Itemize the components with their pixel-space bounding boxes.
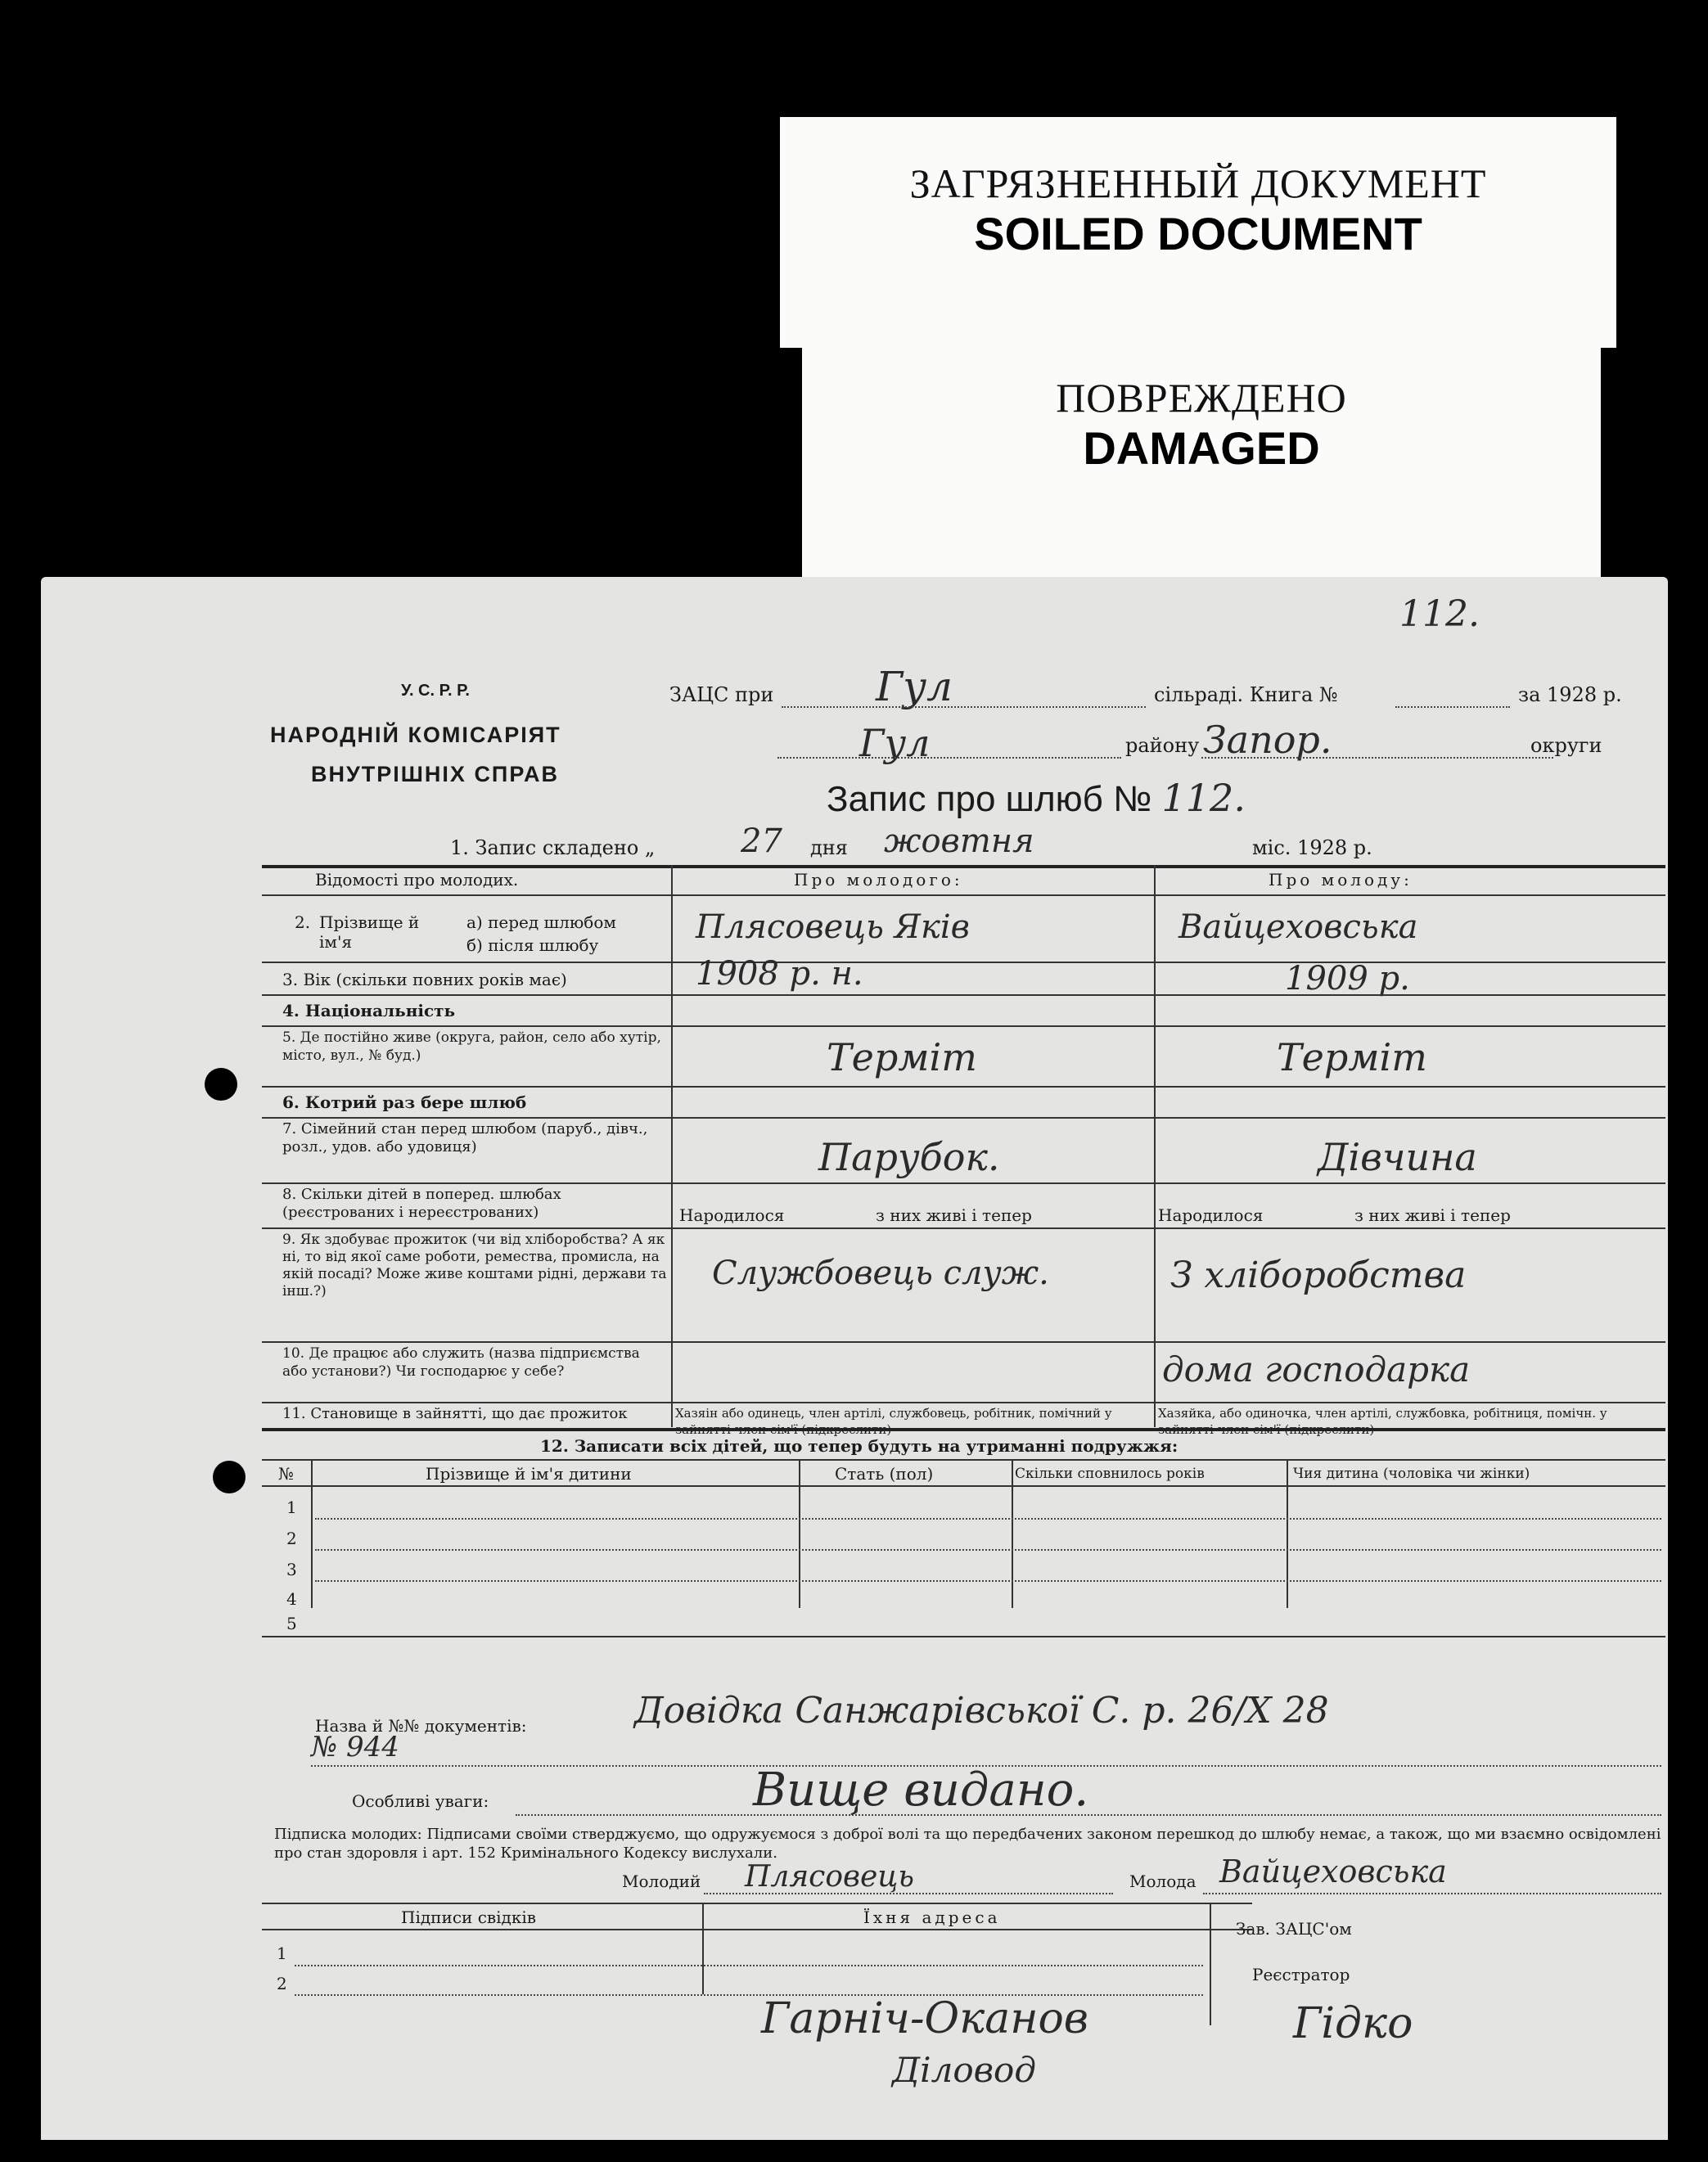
row-rule	[262, 1025, 1665, 1027]
documents-value: Довідка Санжарівської С. р. 26/X 28	[634, 1690, 1329, 1732]
row11-text: Становище в зайнятті, що дає прожиток	[310, 1405, 628, 1422]
book-line	[1395, 706, 1510, 708]
children-top-rule	[262, 1459, 1665, 1461]
record-title-text: Запис про шлюб №	[827, 779, 1152, 819]
address-label: Їхня адреса	[863, 1908, 1001, 1927]
children-col-divider	[1287, 1459, 1288, 1608]
row3-number: 3.	[282, 970, 299, 989]
row11-number: 11.	[282, 1405, 306, 1422]
punch-hole	[205, 1068, 237, 1101]
children-col-divider	[799, 1459, 800, 1608]
row7-label	[282, 1120, 667, 1156]
district-label: району	[1125, 734, 1200, 757]
col-bride-header: Про молоду:	[1269, 870, 1413, 890]
children-col-sex: Стать (пол)	[835, 1464, 934, 1484]
punch-hole	[213, 1461, 246, 1493]
clerk-signature: Діловод	[892, 2050, 1036, 2090]
compiled-label: 1. Запис складено „	[450, 836, 656, 859]
commissariat-line1: НАРОДНІЙ КОМІСАРІЯТ	[270, 723, 561, 747]
row-rule	[262, 1341, 1665, 1343]
okrug-label: округи	[1530, 734, 1602, 757]
row2-sub-a: а) перед шлюбом	[466, 912, 616, 932]
compiled-month: жовтня	[884, 822, 1034, 860]
row2-label: Прізвище й ім'я	[319, 912, 420, 952]
children-col-whose: Чия дитина (чоловіка чи жінки)	[1293, 1466, 1530, 1482]
bride-signature-line	[1203, 1893, 1661, 1894]
row-rule	[262, 1402, 1665, 1403]
children-title: 12. Записати всіх дітей, що тепер будуть на утриманні подружжя:	[540, 1436, 1178, 1456]
row9-text: Як здобуває прожиток (чи від хліборобства? А як ні, то від якої саме роботи, ремества, промисла, на якій посаді? Може живе коштами рідні, держави та інш.?)	[282, 1232, 667, 1299]
child-row-line	[315, 1518, 1661, 1520]
row8-number: 8.	[282, 1186, 297, 1203]
registrar-signature: Гідко	[1293, 1999, 1413, 2048]
bride-age: 1909 р.	[1285, 960, 1410, 998]
row8-text: Скільки дітей в поперед. шлюбах (реєстрованих і нереєстрованих)	[282, 1186, 561, 1221]
registrar-label: Реєстратор	[1252, 1965, 1350, 1984]
row7-text: Сімейний стан перед шлюбом (паруб., дівч., розл., удов. або удовиця)	[282, 1120, 648, 1155]
damaged-card	[802, 348, 1601, 577]
row5-label	[282, 1029, 667, 1065]
bride-workplace: дома господарка	[1162, 1349, 1471, 1390]
witness-col-divider	[1210, 1903, 1211, 2025]
sheet-number: 112.	[1399, 593, 1480, 635]
row11-label	[282, 1405, 667, 1423]
bride-marital-status: Дівчина	[1318, 1135, 1477, 1179]
row-rule	[262, 994, 1665, 996]
year-label: за 1928 р.	[1518, 683, 1622, 706]
groom-status-note: Хазяін або одинець, член артілі, службовець, робітник, помічний у зайнятті член сім'ї (підкреслити)	[675, 1406, 1112, 1437]
record-number: 112.	[1161, 776, 1246, 820]
bride-status-note: Хазяйка, або одиночка, член артілі, службовка, робітниця, помічн. у зайнятті член сім'ї (підкреслити)	[1158, 1406, 1607, 1437]
okrug-value: Запор.	[1203, 718, 1332, 762]
compiled-day: 27	[741, 822, 782, 860]
district-line	[777, 757, 1121, 759]
groom-name: Плясовець Яків	[696, 908, 970, 946]
row-rule	[262, 1227, 1665, 1229]
row4-text: Національність	[304, 1001, 456, 1020]
bride-residence: Терміт	[1277, 1035, 1427, 1079]
bride-livelihood: З хліборобства	[1170, 1254, 1467, 1296]
row-rule	[262, 1117, 1665, 1119]
district-value: Гул	[859, 721, 931, 765]
groom-livelihood: Службовець служ.	[712, 1254, 1049, 1292]
notes-line	[516, 1814, 1661, 1816]
row3-text: Вік (скільки повних років має)	[303, 970, 567, 989]
child-row-1: 1	[286, 1498, 297, 1517]
witness-row-line	[295, 1965, 1203, 1966]
bride-alive-label: з них живі і тепер	[1354, 1205, 1511, 1225]
row10-label	[282, 1344, 667, 1381]
bride-signature-label: Молода	[1129, 1871, 1197, 1891]
ussr-label: У. С. Р. Р.	[401, 682, 470, 700]
signature-intro: Підписка молодих: Підписами своїми стверджуємо, що одружуємося з доброї волі та що передбачених законом перешкод до шлюбу немає, а також, що ми взаємно освідомлені про стан здоровля і арт. 152 Кримінального Кодексу вислухали.	[274, 1826, 1661, 1862]
col-groom-header: Про молодого:	[794, 870, 963, 890]
row6-label	[282, 1092, 526, 1112]
bride-signature: Вайцеховська	[1219, 1853, 1447, 1889]
row4-number: 4.	[282, 1001, 300, 1020]
bride-name: Вайцеховська	[1178, 908, 1418, 946]
record-title	[827, 776, 1246, 820]
groom-signature-label: Молодий	[622, 1871, 701, 1891]
marriage-record-sheet	[41, 577, 1668, 2140]
zags-at-value: Гул	[876, 663, 953, 710]
child-row-5: 5	[286, 1614, 297, 1633]
row3-label	[282, 970, 659, 989]
soiled-ru-text: ЗАГРЯЗНЕННЫЙ ДОКУМЕНТ	[909, 160, 1487, 206]
day-label: дня	[810, 836, 848, 859]
children-bottom-rule	[262, 1636, 1665, 1637]
row-rule	[262, 1182, 1665, 1184]
table-top-rule	[262, 865, 1665, 868]
row9-number: 9.	[282, 1232, 296, 1248]
damaged-en-text: DAMAGED	[1083, 422, 1320, 474]
row-rule	[262, 1086, 1665, 1088]
witness-top-rule	[262, 1903, 1252, 1904]
col-info-header: Відомості про молодих.	[315, 870, 519, 890]
children-col-number: №	[278, 1464, 294, 1484]
child-row-4: 4	[286, 1589, 297, 1609]
head-label: Зав. ЗАЦС'ом	[1236, 1919, 1352, 1939]
row7-number: 7.	[282, 1120, 297, 1137]
child-row-2: 2	[286, 1529, 297, 1548]
children-col-name: Прізвище й ім'я дитини	[426, 1464, 632, 1484]
notes-value: Вище видано.	[753, 1763, 1089, 1817]
witnesses-label: Підписи свідків	[401, 1908, 537, 1927]
zags-at-label: ЗАЦС при	[669, 683, 774, 706]
row5-text: Де постійно живе (округа, район, село або хутір, місто, вул., № буд.)	[282, 1029, 661, 1064]
witness-row-1: 1	[277, 1944, 287, 1963]
groom-signature: Плясовець	[745, 1860, 914, 1894]
child-row-3: 3	[286, 1560, 297, 1579]
groom-marital-status: Парубок.	[818, 1135, 1000, 1179]
row6-text: Котрий раз бере шлюб	[304, 1092, 527, 1112]
children-col-divider	[1012, 1459, 1013, 1608]
row-rule	[262, 962, 1665, 963]
zags-at-line	[782, 706, 1146, 708]
commissariat-line2: ВНУТРІШНІХ СПРАВ	[311, 762, 559, 786]
row2-sub-b: б) після шлюбу	[466, 935, 599, 955]
row10-number: 10.	[282, 1345, 305, 1362]
damaged-ru-text: ПОВРЕЖДЕНО	[1056, 375, 1347, 421]
child-row-line	[315, 1549, 1661, 1551]
witness-row-2: 2	[277, 1974, 287, 1993]
groom-alive-label: з них живі і тепер	[876, 1205, 1032, 1225]
children-col-divider	[311, 1459, 313, 1608]
row2-number: 2.	[295, 912, 311, 932]
row6-number: 6.	[282, 1092, 300, 1112]
witness-header-rule	[262, 1929, 1252, 1930]
child-row-line	[315, 1580, 1661, 1582]
row9-label	[282, 1232, 667, 1300]
groom-residence: Терміт	[827, 1035, 977, 1079]
documents-value-line2: № 944	[311, 1731, 399, 1763]
children-header-rule	[262, 1485, 1665, 1487]
witness-col-divider	[702, 1903, 704, 1994]
month-year-label: міс. 1928 р.	[1252, 836, 1372, 859]
children-col-age: Скільки сповнилось років	[1015, 1466, 1205, 1482]
soiled-document-card	[780, 117, 1616, 348]
groom-age: 1908 р. н.	[696, 955, 863, 993]
row4-label	[282, 1001, 455, 1020]
bride-born-label: Народилося	[1158, 1205, 1264, 1225]
soiled-en-text: SOILED DOCUMENT	[974, 208, 1422, 259]
documents-label: Назва й №№ документів:	[315, 1716, 527, 1736]
groom-signature-line	[704, 1893, 1113, 1894]
table-header-rule	[262, 894, 1665, 896]
notes-label: Особливі уваги:	[352, 1791, 489, 1811]
village-book-label: сільраді. Книга №	[1154, 683, 1338, 706]
groom-born-label: Народилося	[679, 1205, 785, 1225]
row8-label	[282, 1186, 667, 1222]
okrug-line	[1201, 757, 1553, 759]
table-bottom-rule	[262, 1428, 1665, 1431]
row5-number: 5.	[282, 1029, 296, 1046]
row10-text: Де працює або служить (назва підприємства або установи?) Чи господарює у себе?	[282, 1345, 640, 1380]
head-signature: Гарніч-Оканов	[761, 1994, 1089, 2043]
